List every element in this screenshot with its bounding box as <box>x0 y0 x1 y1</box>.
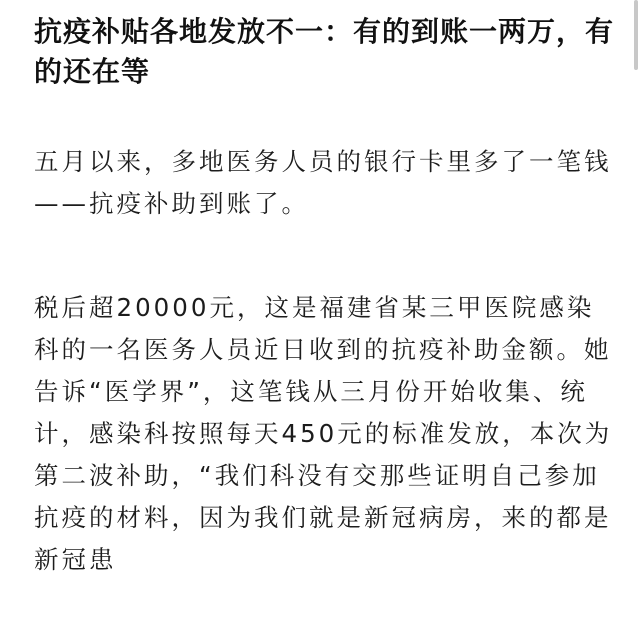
scrollbar[interactable] <box>634 0 638 70</box>
article <box>34 0 619 581</box>
article-paragraph-2: 税后超20000元，这是福建省某三甲医院感染科的一名医务人员近日收到的抗疫补助金额。她告诉“医学界”，这笔钱从三月份开始收集、统计，感染科按照每天450元的标准发放，本次为第二波补助，“我们科没有交那些证明自己参加抗疫的材料，因为我们就是新冠病房，来的都是新冠患 <box>34 293 613 574</box>
article-title: 抗疫补贴各地发放不一：有的到账一两万，有的还在等 <box>34 15 615 88</box>
article-paragraph-1: 五月以来，多地医务人员的银行卡里多了一笔钱——抗疫补助到账了。 <box>34 147 612 218</box>
